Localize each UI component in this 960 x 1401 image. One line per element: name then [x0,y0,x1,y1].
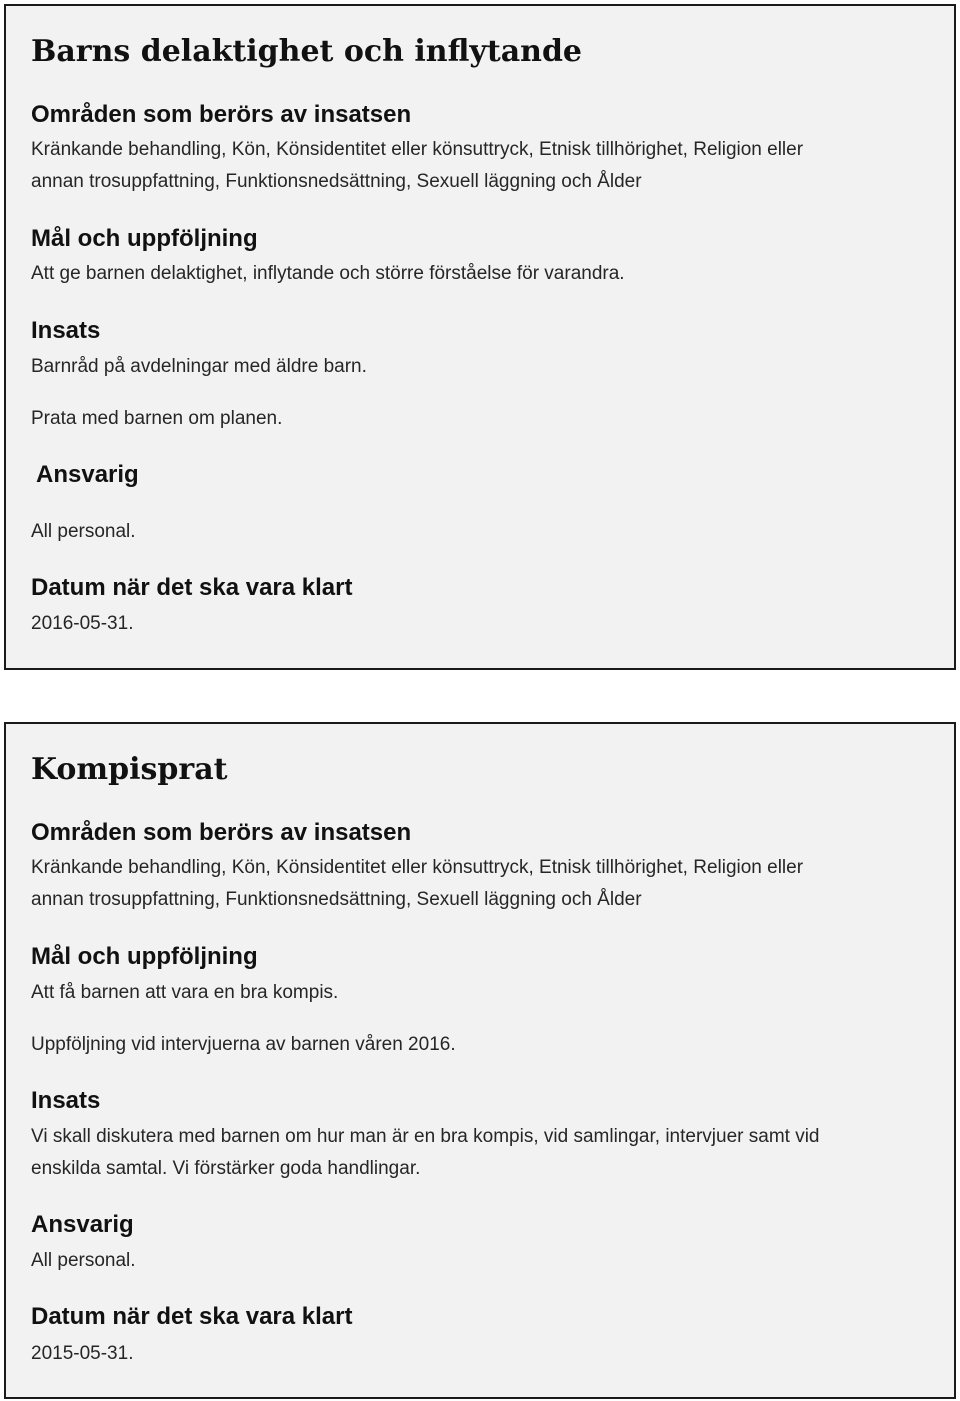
action-text-1: Barnråd på avdelningar med äldre barn. [31,356,367,377]
date-heading: Datum när det ska vara klart [31,1303,353,1330]
section-title: Barns delaktighet och inflytande [31,34,583,69]
date-text: 2015-05-31. [31,1343,134,1364]
section-barns-delaktighet [4,4,956,670]
action-text-2: Prata med barnen om planen. [31,408,283,429]
goal-text: Att ge barnen delaktighet, inflytande och större förståelse för varandra. [31,263,625,284]
date-heading: Datum när det ska vara klart [31,574,353,601]
areas-text-line-2: annan trosuppfattning, Funktionsnedsättning, Sexuell läggning och Ålder [31,171,642,192]
responsible-text: All personal. [31,1250,136,1271]
responsible-heading: Ansvarig [36,461,139,488]
responsible-heading: Ansvarig [31,1211,134,1238]
date-text: 2016-05-31. [31,613,134,634]
responsible-text: All personal. [31,521,136,542]
areas-text-line-1: Kränkande behandling, Kön, Könsidentitet eller könsuttryck, Etnisk tillhörighet, Religion eller [31,857,804,878]
areas-text-line-1: Kränkande behandling, Kön, Könsidentitet eller könsuttryck, Etnisk tillhörighet, Religion eller [31,139,804,160]
action-text-line-2: enskilda samtal. Vi förstärker goda handlingar. [31,1158,421,1179]
section-kompisprat [4,722,956,1399]
areas-text-line-2: annan trosuppfattning, Funktionsnedsättning, Sexuell läggning och Ålder [31,889,642,910]
action-heading: Insats [31,1087,101,1114]
goal-text-2: Uppföljning vid intervjuerna av barnen våren 2016. [31,1034,456,1055]
section-title: Kompisprat [31,752,228,787]
areas-heading: Områden som berörs av insatsen [31,101,412,128]
goal-heading: Mål och uppföljning [31,225,258,252]
action-text-line-1: Vi skall diskutera med barnen om hur man är en bra kompis, vid samlingar, intervjuer samt vid [31,1126,820,1147]
goal-text-1: Att få barnen att vara en bra kompis. [31,982,339,1003]
goal-heading: Mål och uppföljning [31,943,258,970]
areas-heading: Områden som berörs av insatsen [31,819,412,846]
action-heading: Insats [31,317,101,344]
